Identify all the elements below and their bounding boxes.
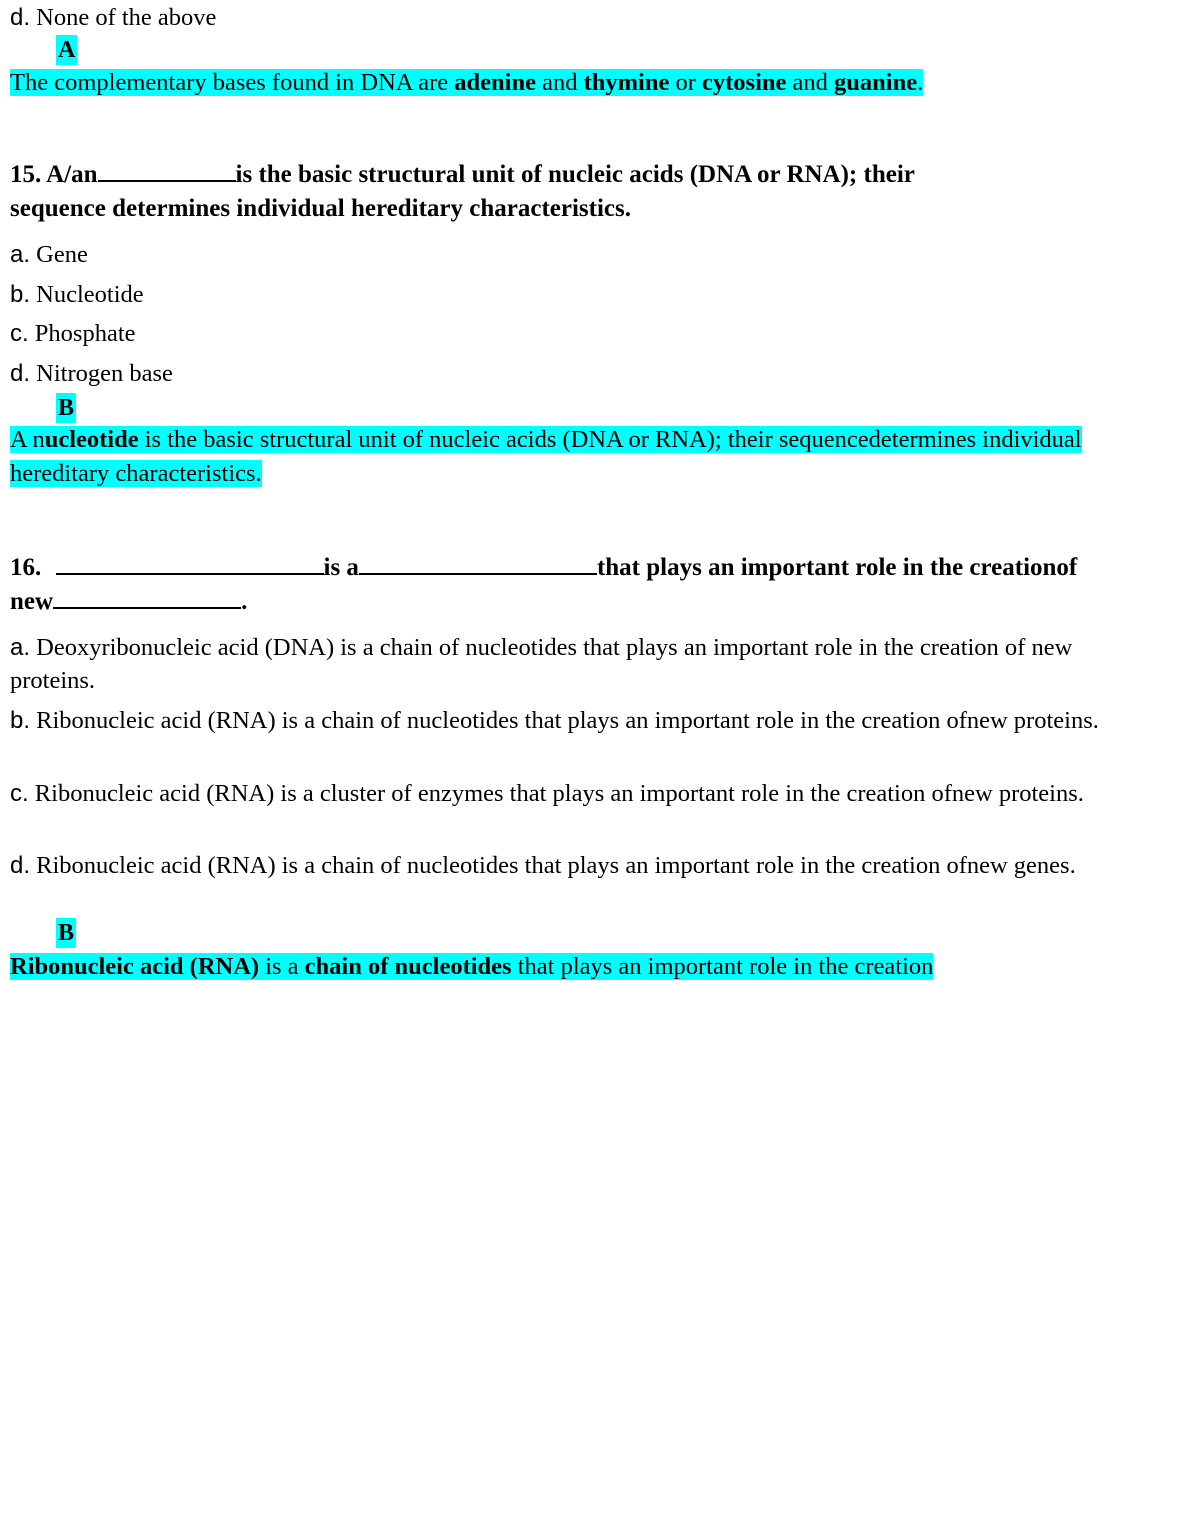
q15-answer [10,393,76,423]
explanation-bold: chain of nucleotides [304,953,512,980]
answer-blank [359,551,597,575]
option-text: Deoxyribonucleic acid (DNA) is a chain of nucleotides that plays an important role in the creation of new proteins. [10,634,1073,694]
q15-option-a [10,238,88,271]
question-text: A/an [46,161,98,188]
explanation-text: is the basic structural unit of nucleic acids (DNA or RNA); their sequencedetermines individual hereditary characteristics. [10,426,1082,487]
question-text: new [10,588,54,615]
q14-answer [10,35,77,65]
q15-question [10,158,1170,226]
q14-option-d [10,1,216,34]
q15-option-b [10,278,144,311]
q16-answer [10,918,76,948]
q16-line1 [10,551,1170,585]
option-text: Gene [36,241,88,268]
q15-option-c [10,317,136,350]
answer-letter: A [58,37,76,63]
q16-question [10,551,1170,619]
q15-explanation [10,423,1110,491]
explanation-text: and [786,69,835,96]
option-letter: b. [10,281,31,308]
explanation-text: or [669,69,703,96]
answer-blank [98,158,236,182]
q16-option-a [10,631,1160,697]
answer-blank [53,585,241,609]
answer-blank [56,551,324,575]
explanation-text: A n [10,426,45,453]
question-number: 16. [10,554,42,581]
q16-line2 [10,585,1170,619]
q16-option-d [10,849,1160,882]
q15-line2: sequence determines individual hereditary characteristics. [10,195,631,222]
explanation-text: and [535,69,584,96]
q15-option-d [10,357,173,390]
option-text: None of the above [36,4,217,31]
explanation-text: is a [259,953,305,980]
q16-option-c [10,777,1160,810]
explanation-text: that plays an important role in the creation [511,953,934,980]
q15-line1 [10,158,1170,192]
explanation-bold: ucleotide [44,426,139,453]
explanation-bold: adenine [454,69,536,96]
option-letter: a. [10,634,31,661]
option-text: Ribonucleic acid (RNA) is a chain of nucleotides that plays an important role in the creation ofnew proteins. [36,707,1099,734]
option-text: Nucleotide [36,281,144,308]
question-number: 15. [10,161,42,188]
option-letter: d. [10,360,31,387]
option-letter: d. [10,4,31,31]
option-letter: d. [10,852,31,879]
option-text: Ribonucleic acid (RNA) is a chain of nucleotides that plays an important role in the creation ofnew genes. [36,852,1076,879]
option-letter: a. [10,241,31,268]
explanation-text: . [917,69,924,96]
question-text: . [241,588,248,615]
q16-option-b [10,704,1160,737]
question-text: that plays an important role in the creationof [596,554,1078,581]
option-letter: b. [10,707,31,734]
explanation-bold: thymine [583,69,670,96]
option-text: Phosphate [34,320,136,347]
answer-letter: B [58,920,75,946]
option-letter: c. [10,320,29,347]
explanation-bold: Ribonucleic acid (RNA) [10,953,260,980]
q14-explanation [10,66,1170,100]
answer-letter: B [58,395,75,421]
question-text: is a [323,554,359,581]
explanation-bold: cytosine [702,69,787,96]
option-text: Nitrogen base [36,360,173,387]
explanation-bold: guanine [834,69,918,96]
q16-explanation [10,950,1170,984]
explanation-text: The complementary bases found in DNA are [10,69,455,96]
question-text: is the basic structural unit of nucleic acids (DNA or RNA); their [235,161,915,188]
option-text: Ribonucleic acid (RNA) is a cluster of enzymes that plays an important role in the creation ofnew proteins. [34,780,1084,807]
option-letter: c. [10,780,29,807]
